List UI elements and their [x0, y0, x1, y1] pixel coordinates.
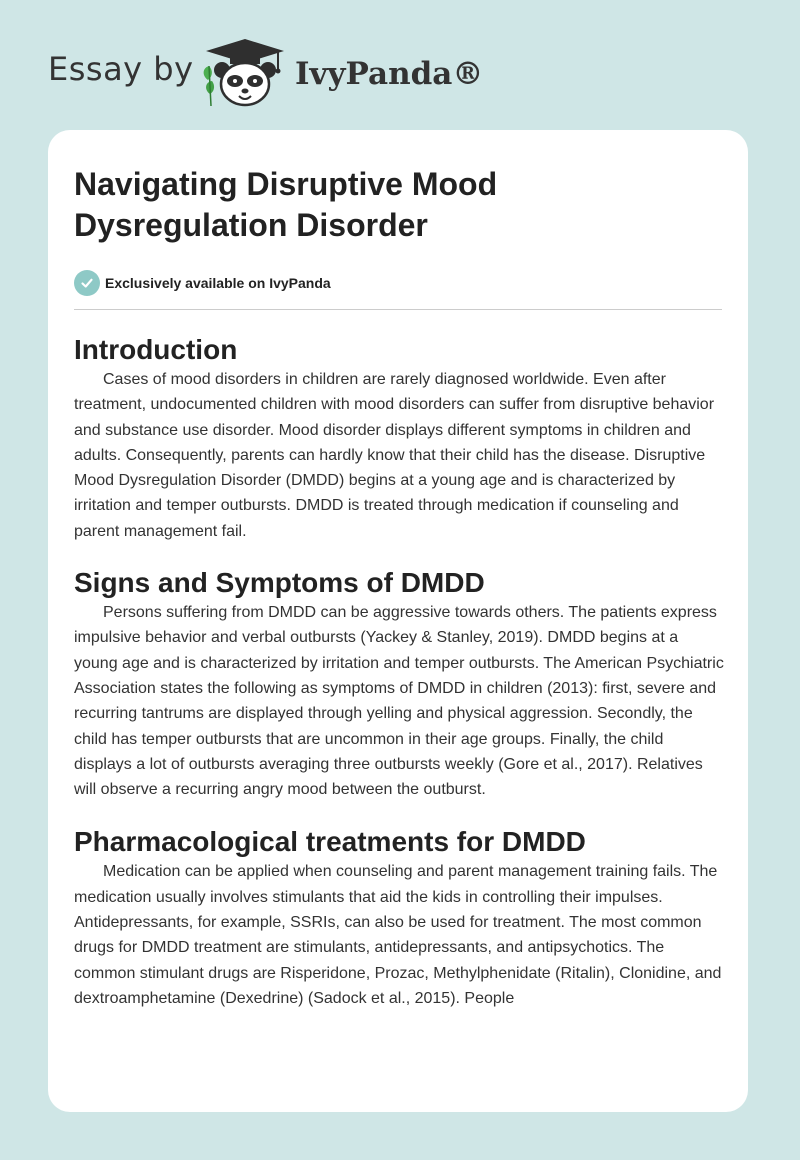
section-heading-signs-symptoms: Signs and Symptoms of DMDD — [74, 567, 485, 599]
article-content — [74, 164, 724, 1011]
site-header — [0, 0, 800, 130]
article-card — [48, 130, 748, 1112]
section-paragraph-introduction: Cases of mood disorders in children are rarely diagnosed worldwide. Even after treatment, undocumented children with mood disorders can suffer from disruptive behavior and substance use disorder. Mood disorder displays different symptoms in children and adults. Consequently, parents can hardly know that their child has the disease. Disruptive Mood Dysregulation Disorder (DMDD) begins at a young age and is characterized by irritation and temper outbursts. DMDD is treated through medication if counseling and parent management fail. — [74, 371, 715, 540]
divider — [74, 309, 722, 310]
essay-by-label: Essay by — [48, 50, 194, 88]
exclusive-badge — [74, 270, 724, 296]
section-heading-pharmacological: Pharmacological treatments for DMDD — [74, 826, 586, 858]
section-paragraph-signs-symptoms: Persons suffering from DMDD can be aggressive towards others. The patients express impulsive behavior and verbal outbursts (Yackey & Stanley, 2019). DMDD begins at a young age and is characterized by irritation and temper outbursts. The American Psychiatric Association states the following as symptoms of DMDD in children (2013): first, severe and recurring tantrums are displayed through yelling and physical aggression. Secondly, the child has temper outbursts that are uncommon in their age groups. Finally, the child displays a lot of outbursts averaging three outbursts weekly (Gore et al., 2017). Relatives will observe a recurring angry mood between the outburst. — [74, 604, 724, 799]
exclusive-badge-text: Exclusively available on IvyPanda — [105, 275, 331, 291]
article-title: Navigating Disruptive Mood Dysregulation Disorder — [74, 166, 498, 243]
check-circle-icon — [74, 270, 100, 296]
section-paragraph-pharmacological: Medication can be applied when counseling and parent management training fails. The medication usually involves stimulants that aid the kids in controlling their impulses. Antidepressants, for example, SSRIs, can also be used for treatment. The most common drugs for DMDD treatment are stimulants, antidepressants, and antipsychotics. The common stimulant drugs are Risperidone, Prozac, Methylphenidate (Ritalin), Clonidine, and dextroamphetamine (Dexedrine) (Sadock et al., 2015). People — [74, 863, 722, 1007]
brand-logo-text: IvyPanda® — [295, 56, 484, 92]
panda-graduate-icon — [200, 36, 290, 108]
section-heading-introduction: Introduction — [74, 334, 238, 365]
